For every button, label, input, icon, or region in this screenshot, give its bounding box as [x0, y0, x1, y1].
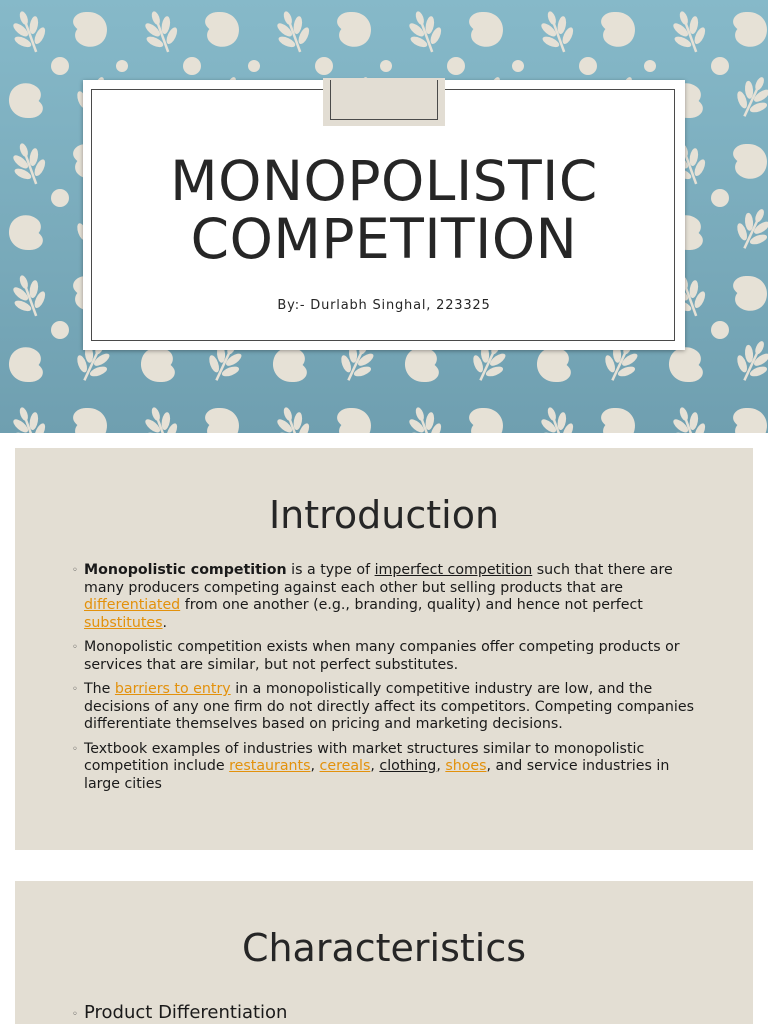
text-run: , and service industries in large cities [84, 758, 670, 792]
bullet-marker-icon: ◦ [72, 1009, 78, 1020]
title-slide [0, 0, 768, 433]
introduction-slide [15, 448, 753, 850]
link-imperfect-competition[interactable]: imperfect competition [374, 562, 533, 578]
text-run: is a type of [286, 562, 375, 578]
list-item [72, 639, 694, 674]
introduction-heading: Introduction [268, 493, 500, 537]
link-substitutes[interactable]: substitutes [84, 614, 163, 631]
text-run: The [84, 681, 115, 697]
characteristics-slide [15, 881, 753, 1024]
text-run: in a monopolistically competitive industry are low, and the decisions of any one firm do not directly affect its competitors. Competing companies differentiate themselves based on pricing and marketing decisions. [84, 681, 694, 732]
text-run: from one another (e.g., branding, quality) and hence not perfect [180, 597, 643, 613]
link-differentiated[interactable]: differentiated [84, 597, 181, 613]
text-run: Product Differentiation [84, 1002, 288, 1023]
text-run: such that there are many producers competing against each other but selling products that are [84, 562, 673, 596]
link-barriers-to-entry[interactable]: barriers to entry [114, 681, 231, 697]
link-clothing[interactable]: clothing [379, 758, 437, 774]
bullet-marker-icon: ◦ [72, 642, 78, 653]
title-line-1: MONOPOLISTIC [170, 149, 598, 213]
text-run: . [162, 614, 168, 631]
title-card-tab-inner [330, 80, 438, 120]
author-byline: By:- Durlabh Singhal, 223325 [277, 298, 491, 313]
list-item [72, 740, 694, 794]
bullet-marker-icon: ◦ [72, 684, 78, 695]
bullet-marker-icon: ◦ [72, 565, 78, 576]
slide-title [83, 149, 685, 271]
link-restaurants[interactable]: restaurants [229, 758, 311, 774]
text-run: , [436, 758, 446, 774]
list-item [72, 1002, 694, 1024]
text-run: Textbook examples of industries with market structures similar to monopolistic competition include [84, 740, 645, 774]
characteristics-bullet-list [72, 1002, 694, 1031]
bullet-marker-icon: ◦ [72, 743, 78, 755]
list-item [72, 562, 694, 632]
bold-term: Monopolistic competition [84, 562, 287, 578]
link-cereals[interactable]: cereals [319, 758, 371, 774]
introduction-bullet-list [72, 562, 694, 800]
characteristics-heading: Characteristics [241, 926, 527, 970]
text-run: , [370, 758, 380, 774]
title-line-2: COMPETITION [190, 207, 578, 271]
text-run: , [310, 758, 320, 774]
text-run: Monopolistic competition exists when many companies offer competing products or services that are similar, but not perfect substitutes. [84, 639, 680, 673]
title-card [83, 80, 685, 350]
list-item [72, 681, 694, 734]
link-shoes[interactable]: shoes [445, 758, 487, 774]
